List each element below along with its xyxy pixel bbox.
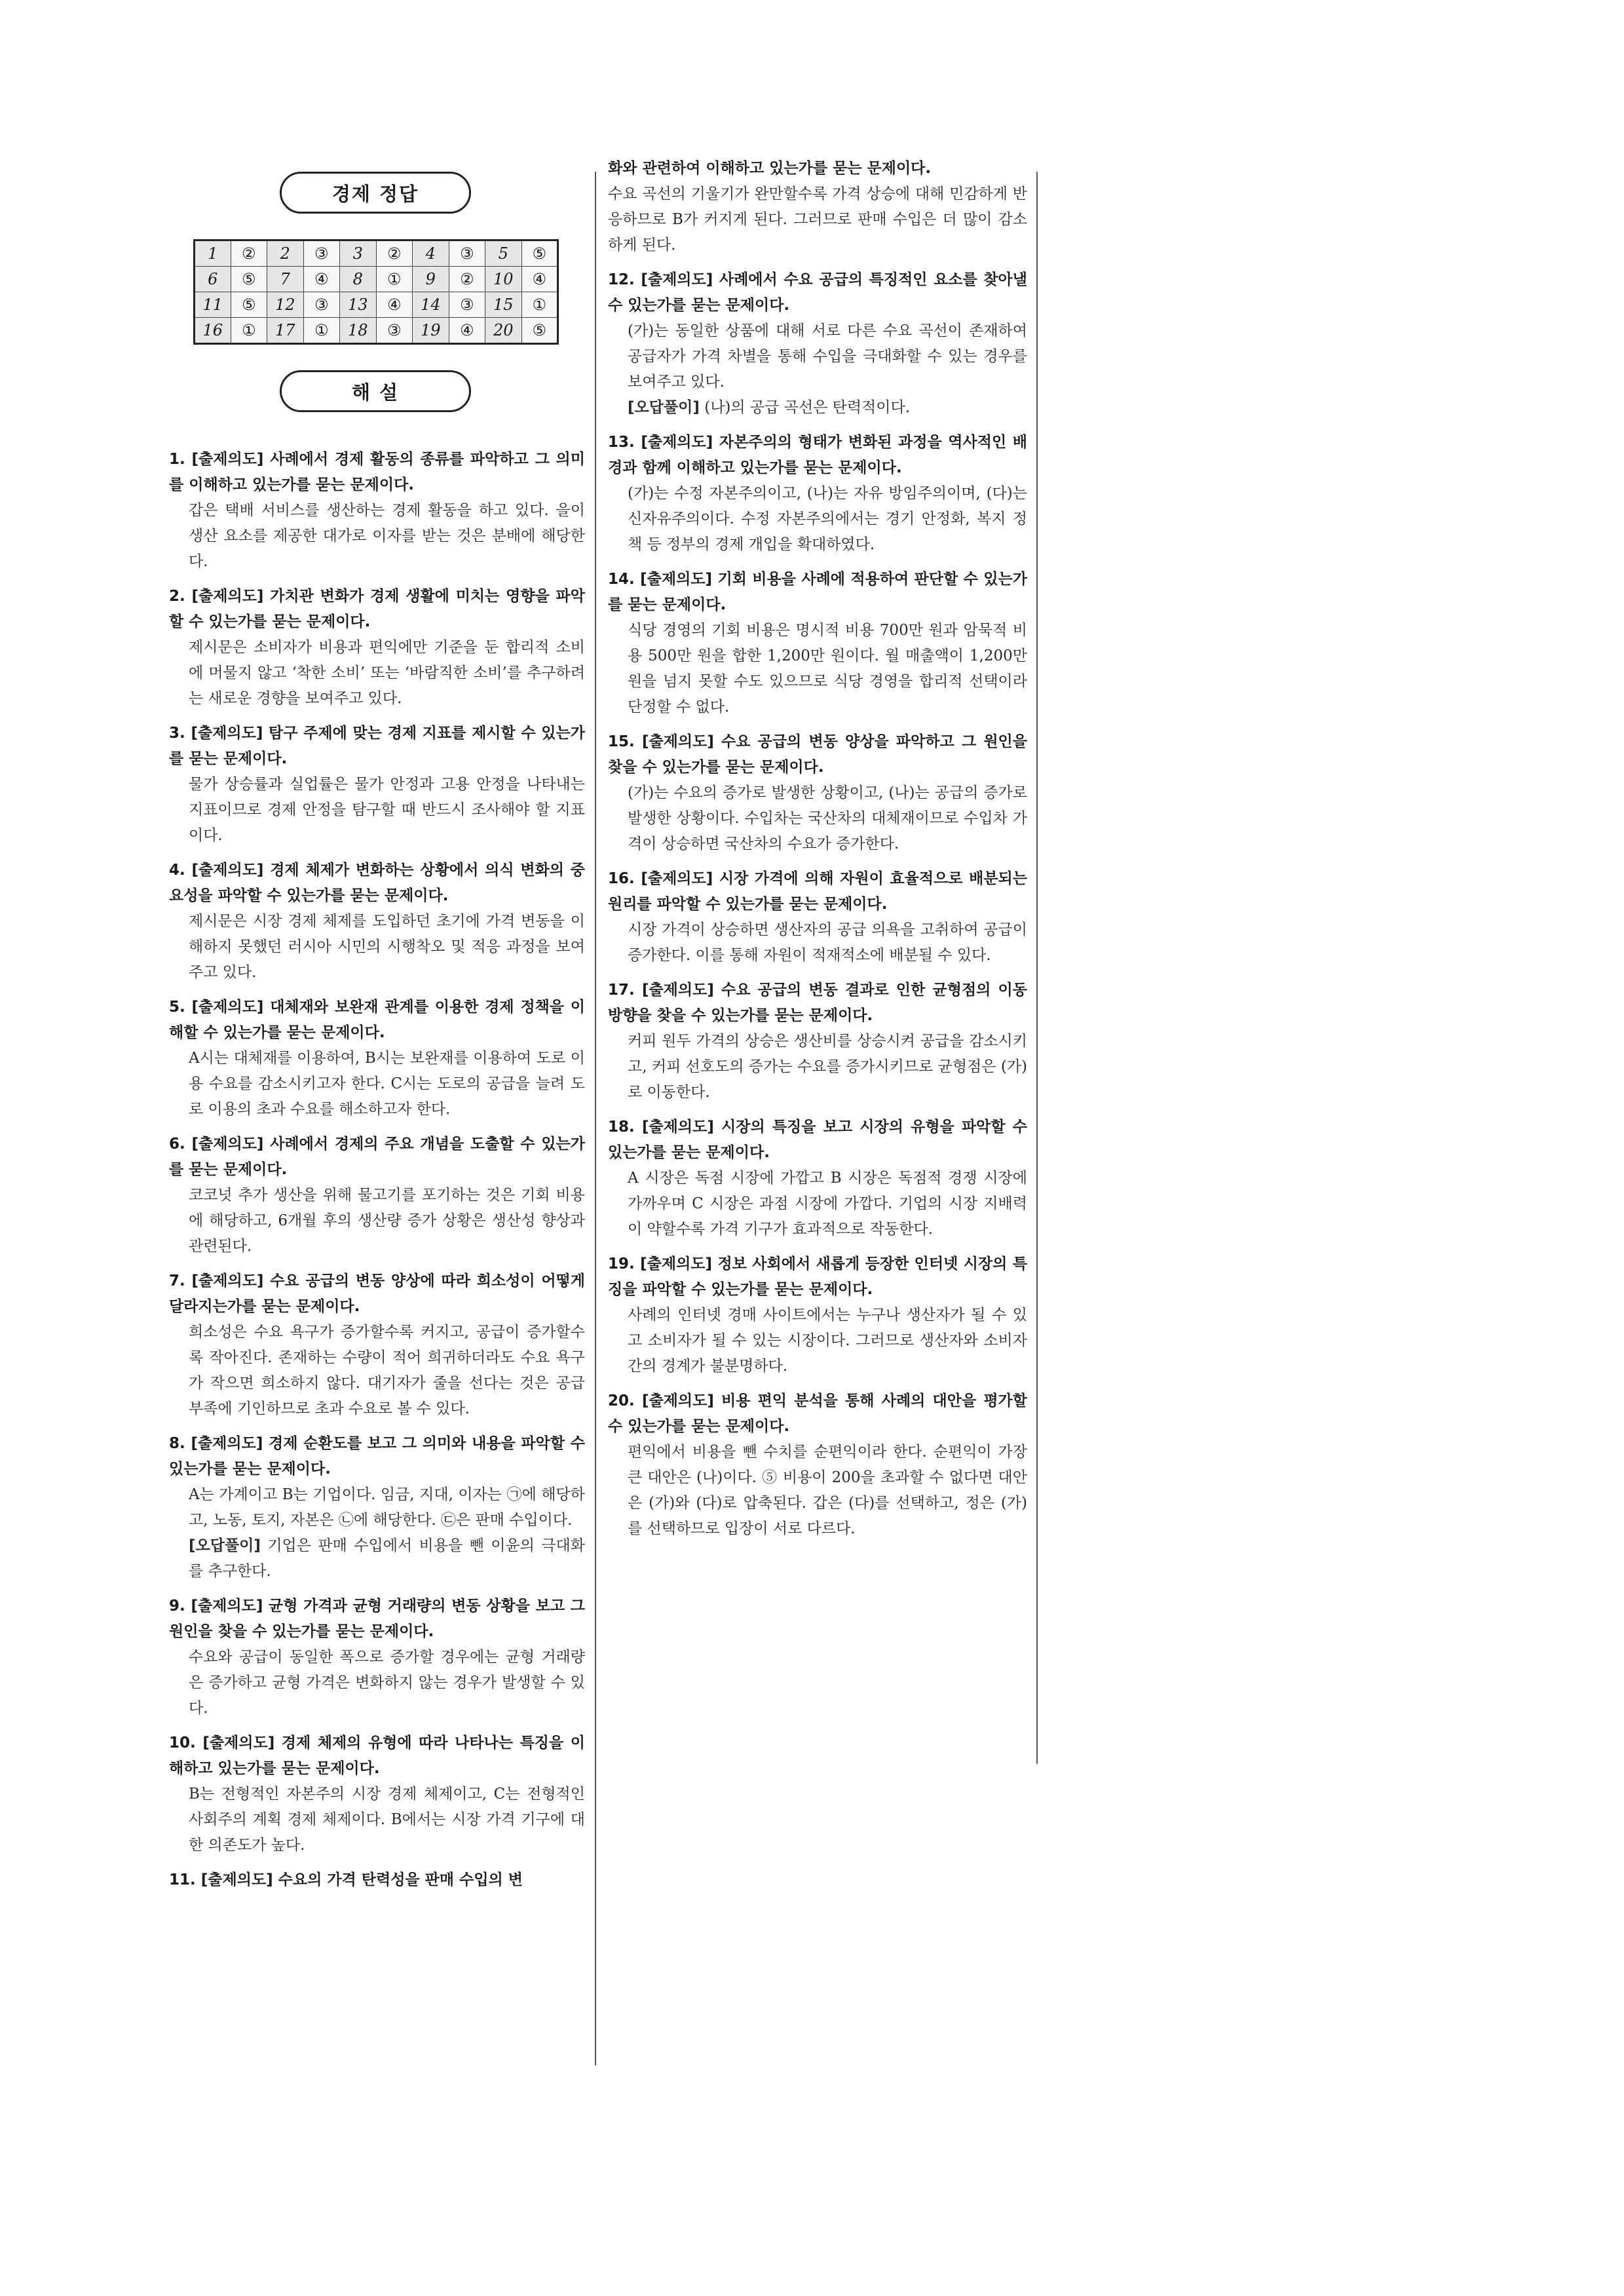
question-number: 1 [195, 240, 231, 267]
answer-choice: ① [303, 318, 340, 344]
explanation-item [608, 267, 1027, 421]
answer-choice: ⑤ [521, 318, 558, 344]
answer-choice: ① [521, 292, 558, 318]
answer-title: 경제 정답 [280, 172, 471, 214]
explanation-body: 희소성은 수요 욕구가 증가할수록 커지고, 공급이 증가할수록 작아진다. 존재하는 수량이 적어 희귀하더라도 수요 욕구가 작으면 희소하지 않다. 대기자가 줄을 선다는 것은 공급 부족에 기인하므로 초과 수요로 볼 수 있다. [189, 1324, 585, 1417]
intent-text: [출제의도] 사례에서 경제 활동의 종류를 파악하고 그 의미를 이해하고 있는가를 묻는 문제이다. [169, 451, 585, 493]
question-number: 5 [485, 240, 522, 267]
explanation-body: 제시문은 시장 경제 체제를 도입하던 초기에 가격 변동을 이해하지 못했던 러시아 시민의 시행착오 및 적응 과정을 보여주고 있다. [189, 913, 585, 981]
item-11-continued [608, 156, 1027, 258]
question-intent [608, 267, 1027, 318]
explanation-item [608, 1252, 1027, 1379]
item-number: 16. [608, 870, 635, 887]
answer-key-row [195, 318, 558, 344]
explanation-item [608, 1388, 1027, 1542]
intent-text: [출제의도] 사례에서 경제의 주요 개념을 도출할 수 있는가를 묻는 문제이다. [169, 1136, 585, 1178]
question-number: 12 [267, 292, 304, 318]
explanation-item [169, 1731, 585, 1858]
intent-text: [출제의도] 비용 편익 분석을 통해 사례의 대안을 평가할 수 있는가를 묻는 문제이다. [608, 1392, 1027, 1435]
item-number: 11. [169, 1871, 196, 1888]
item-number: 2. [169, 588, 185, 605]
item-number: 3. [169, 725, 185, 742]
question-intent [608, 1388, 1027, 1440]
question-intent [169, 447, 585, 498]
question-intent [169, 858, 585, 909]
explanation-body: 코코넛 추가 생산을 위해 물고기를 포기하는 것은 기회 비용에 해당하고, 6개월 후의 생산량 증가 상황은 생산성 향상과 관련된다. [189, 1187, 585, 1255]
intent-text: [출제의도] 대체재와 보완재 관계를 이용한 경제 정책을 이해할 수 있는가를 묻는 문제이다. [169, 999, 585, 1041]
explanation-item [169, 858, 585, 985]
answer-choice: ③ [449, 292, 485, 318]
answer-choice: ③ [303, 240, 340, 267]
explanation-title: 해 설 [280, 370, 471, 412]
question-number: 2 [267, 240, 304, 267]
question-intent [608, 978, 1027, 1029]
wrong-answer-note [169, 1533, 585, 1584]
question-number: 11 [195, 292, 231, 318]
question-number: 19 [413, 318, 449, 344]
explanation-item [169, 721, 585, 849]
question-number: 6 [195, 267, 231, 292]
item-number: 4. [169, 862, 185, 879]
wrong-answer-note [608, 395, 1027, 421]
answer-choice: ⑤ [231, 267, 267, 292]
question-number: 15 [485, 292, 522, 318]
explanation-body: 수요 곡선의 기울기가 완만할수록 가격 상승에 대해 민감하게 반응하므로 B가 커지게 된다. 그러므로 판매 수입은 더 많이 감소하게 된다. [608, 185, 1027, 254]
answer-choice: ① [376, 267, 413, 292]
question-number: 7 [267, 267, 304, 292]
question-number: 13 [340, 292, 377, 318]
intent-text: [출제의도] 기회 비용을 사례에 적용하여 판단할 수 있는가를 묻는 문제이다. [608, 571, 1027, 613]
explanation-body: A시는 대체재를 이용하여, B시는 보완재를 이용하여 도로 이용 수요를 감소시키고자 한다. C시는 도로의 공급을 늘려 도로 이용의 초과 수요를 해소하고자 한다. [189, 1050, 585, 1118]
column-divider [595, 172, 596, 2065]
question-intent [608, 567, 1027, 618]
question-number: 14 [413, 292, 449, 318]
wrong-answer-text: 기업은 판매 수입에서 비용을 뺀 이윤의 극대화를 추구한다. [189, 1537, 585, 1580]
explanation-body: 갑은 택배 서비스를 생산하는 경제 활동을 하고 있다. 을이 생산 요소를 제공한 대가로 이자를 받는 것은 분배에 해당한다. [189, 502, 585, 570]
item-number: 1. [169, 451, 185, 468]
item-number: 9. [169, 1598, 185, 1615]
item-number: 12. [608, 271, 635, 288]
explanation-item [608, 978, 1027, 1105]
answer-choice: ② [376, 240, 413, 267]
explanation-item [169, 995, 585, 1122]
explanation-item [169, 1867, 585, 1893]
answer-choice: ③ [376, 318, 413, 344]
right-column [608, 156, 1027, 1551]
question-intent [608, 866, 1027, 917]
explanation-body: (가)는 수정 자본주의이고, (나)는 자유 방임주의이며, (다)는 신자유주의이다. 수정 자본주의에서는 경기 안정화, 복지 정책 등 정부의 경제 개입을 확대하였다. [628, 485, 1027, 553]
item-number: 20. [608, 1392, 635, 1409]
explanation-item [608, 866, 1027, 968]
wrong-answer-tag: [오답풀이] [189, 1537, 261, 1554]
answer-choice: ② [449, 267, 485, 292]
question-intent [169, 1269, 585, 1320]
intent-text: [출제의도] 자본주의의 형태가 변화된 과정을 역사적인 배경과 함께 이해하고 있는가를 묻는 문제이다. [608, 434, 1027, 476]
wrong-answer-tag: [오답풀이] [628, 399, 700, 416]
question-intent [169, 995, 585, 1046]
explanation-body: 물가 상승률과 실업률은 물가 안정과 고용 안정을 나타내는 지표이므로 경제 안정을 탐구할 때 반드시 조사해야 할 지표이다. [189, 776, 585, 844]
answer-choice: ④ [521, 267, 558, 292]
intent-text: [출제의도] 경제 체제가 변화하는 상황에서 의식 변화의 중요성을 파악할 수 있는가를 묻는 문제이다. [169, 862, 585, 904]
answer-choice: ④ [303, 267, 340, 292]
question-number: 9 [413, 267, 449, 292]
question-intent [169, 721, 585, 772]
explanation-body: 편익에서 비용을 뺀 수치를 순편익이라 한다. 순편익이 가장 큰 대안은 (나)이다. ⑤ 비용이 200을 초과할 수 없다면 대안은 (가)와 (다)로 압축된다. 갑은 (다)를 선택하고, 정은 (가)를 선택하므로 입장이 서로 다르다. [628, 1444, 1027, 1537]
question-number: 18 [340, 318, 377, 344]
explanation-item [608, 567, 1027, 720]
left-column [169, 447, 585, 1902]
question-number: 17 [267, 318, 304, 344]
intent-text: [출제의도] 경제 순환도를 보고 그 의미와 내용을 파악할 수 있는가를 묻는 문제이다. [169, 1435, 585, 1478]
answer-choice: ④ [449, 318, 485, 344]
intent-text: [출제의도] 탐구 주제에 맞는 경제 지표를 제시할 수 있는가를 묻는 문제이다. [169, 725, 585, 767]
explanation-body: B는 전형적인 자본주의 시장 경제 체제이고, C는 전형적인 사회주의 계획 경제 체제이다. B에서는 시장 가격 기구에 대한 의존도가 높다. [189, 1786, 585, 1854]
question-intent [169, 1594, 585, 1645]
question-intent [608, 1115, 1027, 1166]
explanation-item [169, 1594, 585, 1721]
question-continued: 화와 관련하여 이해하고 있는가를 묻는 문제이다. [608, 160, 932, 177]
explanation-body: (가)는 동일한 상품에 대해 서로 다른 수요 곡선이 존재하여 공급자가 가격 차별을 통해 수입을 극대화할 수 있는 경우를 보여주고 있다. [628, 322, 1027, 391]
answer-choice: ① [231, 318, 267, 344]
intent-text: [출제의도] 가치관 변화가 경제 생활에 미치는 영향을 파악할 수 있는가를 묻는 문제이다. [169, 588, 585, 630]
wrong-answer-text: (나)의 공급 곡선은 탄력적이다. [699, 399, 911, 416]
item-number: 14. [608, 571, 635, 588]
explanation-body: 커피 원두 가격의 상승은 생산비를 상승시켜 공급을 감소시키고, 커피 선호도의 증가는 수요를 증가시키므로 균형점은 (가)로 이동한다. [628, 1033, 1027, 1101]
question-intent [169, 1867, 585, 1893]
explanation-item [169, 447, 585, 575]
explanation-body: (가)는 수요의 증가로 발생한 상황이고, (나)는 공급의 증가로 발생한 상황이다. 수입차는 국산차의 대체재이므로 수입차 가격이 상승하면 국산차의 수요가 증가한다. [628, 784, 1027, 852]
item-number: 7. [169, 1272, 185, 1290]
explanation-item [169, 584, 585, 712]
answer-choice: ⑤ [521, 240, 558, 267]
explanation-body: 식당 경영의 기회 비용은 명시적 비용 700만 원과 암묵적 비용 500만 원을 합한 1,200만 원이다. 월 매출액이 1,200만 원을 넘지 못할 수도 있으므로 식당 경영을 합리적 선택이라 단정할 수 없다. [628, 622, 1027, 716]
answer-choice: ④ [376, 292, 413, 318]
item-number: 15. [608, 733, 635, 750]
item-number: 19. [608, 1255, 635, 1272]
explanation-body: A 시장은 독점 시장에 가깝고 B 시장은 독점적 경쟁 시장에 가까우며 C 시장은 과점 시장에 가깝다. 기업의 시장 지배력이 약할수록 가격 기구가 효과적으로 작동한다. [628, 1170, 1027, 1238]
intent-text: [출제의도] 수요 공급의 변동 결과로 인한 균형점의 이동 방향을 찾을 수 있는가를 묻는 문제이다. [608, 982, 1027, 1024]
question-number: 3 [340, 240, 377, 267]
question-number: 10 [485, 267, 522, 292]
explanation-body: 제시문은 소비자가 비용과 편익에만 기준을 둔 합리적 소비에 머물지 않고 ‘착한 소비’ 또는 ‘바람직한 소비’를 추구하려는 새로운 경향을 보여주고 있다. [189, 639, 585, 707]
question-number: 8 [340, 267, 377, 292]
question-intent [608, 1252, 1027, 1303]
explanation-item [169, 1269, 585, 1422]
question-intent [169, 1132, 585, 1183]
right-border-line [1036, 172, 1038, 1764]
answer-key-table [193, 239, 559, 345]
item-number: 10. [169, 1734, 196, 1751]
intent-text: [출제의도] 시장의 특징을 보고 시장의 유형을 파악할 수 있는가를 묻는 문제이다. [608, 1119, 1027, 1161]
explanation-body: 사례의 인터넷 경매 사이트에서는 누구나 생산자가 될 수 있고 소비자가 될 수 있는 시장이다. 그러므로 생산자와 소비자 간의 경계가 불분명하다. [628, 1307, 1027, 1375]
intent-text: [출제의도] 사례에서 수요 공급의 특징적인 요소를 찾아낼 수 있는가를 묻는 문제이다. [608, 271, 1027, 314]
answer-key-row [195, 292, 558, 318]
question-number: 4 [413, 240, 449, 267]
explanation-item [169, 1132, 585, 1259]
answer-key-row [195, 240, 558, 267]
question-intent [608, 729, 1027, 780]
explanation-body: 수요와 공급이 동일한 폭으로 증가할 경우에는 균형 거래량은 증가하고 균형 가격은 변화하지 않는 경우가 발생할 수 있다. [189, 1649, 585, 1717]
question-intent [169, 584, 585, 635]
item-number: 17. [608, 982, 635, 999]
question-number: 16 [195, 318, 231, 344]
explanation-item [608, 430, 1027, 558]
answer-choice: ③ [449, 240, 485, 267]
answer-choice: ③ [303, 292, 340, 318]
intent-text: [출제의도] 균형 가격과 균형 거래량의 변동 상황을 보고 그 원인을 찾을 수 있는가를 묻는 문제이다. [169, 1598, 585, 1640]
explanation-item [169, 1431, 585, 1584]
answer-key-row [195, 267, 558, 292]
item-number: 18. [608, 1119, 635, 1136]
intent-text: [출제의도] 수요 공급의 변동 양상에 따라 희소성이 어떻게 달라지는가를 묻는 문제이다. [169, 1272, 585, 1315]
item-number: 5. [169, 999, 185, 1016]
question-intent [169, 1431, 585, 1482]
intent-text: [출제의도] 시장 가격에 의해 자원이 효율적으로 배분되는 원리를 파악할 수 있는가를 묻는 문제이다. [608, 870, 1027, 913]
answer-choice: ② [231, 240, 267, 267]
answer-choice: ⑤ [231, 292, 267, 318]
item-number: 13. [608, 434, 635, 451]
explanation-body: A는 가계이고 B는 기업이다. 임금, 지대, 이자는 ㉠에 해당하고, 노동, 토지, 자본은 ㉡에 해당한다. ㉢은 판매 수입이다. [189, 1486, 585, 1529]
explanation-item [608, 729, 1027, 857]
intent-text: [출제의도] 수요의 가격 탄력성을 판매 수입의 변 [200, 1871, 523, 1888]
question-intent [608, 430, 1027, 481]
intent-text: [출제의도] 수요 공급의 변동 양상을 파악하고 그 원인을 찾을 수 있는가를 묻는 문제이다. [608, 733, 1027, 776]
item-number: 6. [169, 1136, 185, 1153]
question-intent [169, 1731, 585, 1782]
intent-text: [출제의도] 정보 사회에서 새롭게 등장한 인터넷 시장의 특징을 파악할 수 있는가를 묻는 문제이다. [608, 1255, 1027, 1298]
explanation-body: 시장 가격이 상승하면 생산자의 공급 의욕을 고취하여 공급이 증가한다. 이를 통해 자원이 적재적소에 배분될 수 있다. [628, 921, 1027, 964]
intent-text: [출제의도] 경제 체제의 유형에 따라 나타나는 특징을 이해하고 있는가를 묻는 문제이다. [169, 1734, 585, 1777]
item-number: 8. [169, 1435, 185, 1452]
explanation-item [608, 1115, 1027, 1242]
question-number: 20 [485, 318, 522, 344]
